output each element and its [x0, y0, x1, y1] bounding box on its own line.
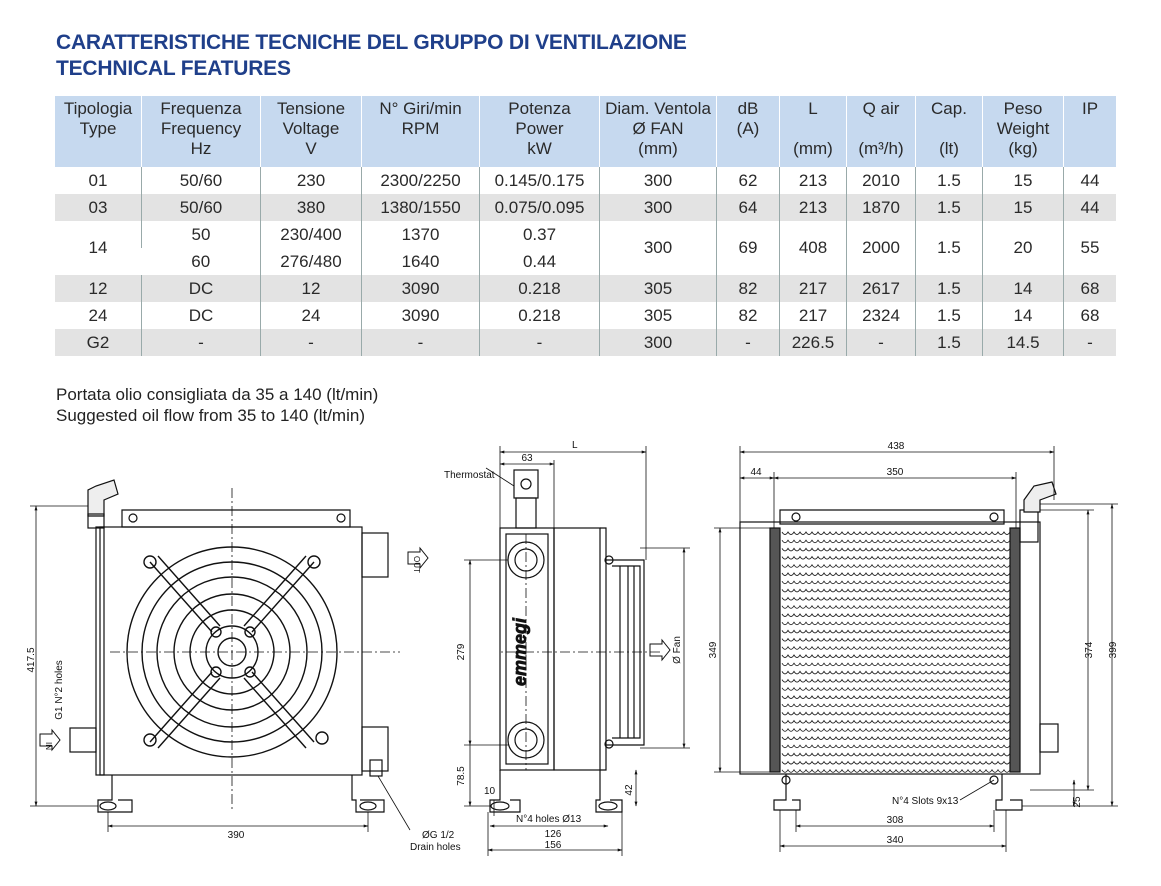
table-row — [55, 275, 1116, 302]
cell-rpm: 1370 — [362, 221, 480, 248]
cell-db: 82 — [717, 275, 780, 302]
rear-374-dim: 374 — [1084, 641, 1095, 659]
title-italian: CARATTERISTICHE TECNICHE DEL GRUPPO DI VENTILAZIONE — [56, 31, 687, 54]
cell-l: 217 — [780, 302, 847, 329]
cell-db: 64 — [717, 194, 780, 221]
cell-voltage: 230 — [261, 167, 362, 194]
cell-db: 82 — [717, 302, 780, 329]
oil-flow-note — [56, 384, 378, 426]
out-label: OUT — [412, 556, 421, 573]
col-header-voltage: Tensione Voltage V — [261, 96, 362, 167]
table-row — [55, 329, 1116, 356]
rear-25-dim: 25 — [1072, 796, 1083, 808]
cell-l: 408 — [780, 221, 847, 275]
cell-capacity: 1.5 — [916, 329, 983, 356]
col-header-db: dB (A) — [717, 96, 780, 167]
side-42-dim: 42 — [624, 784, 635, 796]
cell-ip: 68 — [1064, 302, 1117, 329]
airflow-arrow-icon — [650, 640, 670, 660]
cell-frequency: DC — [142, 275, 261, 302]
cell-fan: 300 — [600, 221, 717, 275]
rear-308-dim: 308 — [886, 815, 904, 826]
cell-weight: 15 — [983, 167, 1064, 194]
logo-emmegi — [510, 617, 530, 686]
spec-table — [55, 96, 1116, 356]
cell-rpm: 3090 — [362, 275, 480, 302]
note-italian: Portata olio consigliata da 35 a 140 (lt/min) — [56, 385, 379, 404]
cell-weight: 15 — [983, 194, 1064, 221]
cell-ip: 55 — [1064, 221, 1117, 275]
side-holes-label: N°4 holes Ø13 — [516, 814, 582, 825]
cell-power: 0.218 — [480, 275, 600, 302]
cell-db: 62 — [717, 167, 780, 194]
cell-power: 0.218 — [480, 302, 600, 329]
col-header-weight: Peso Weight (kg) — [983, 96, 1064, 167]
front-height-dim: 417.5 — [26, 647, 37, 673]
cell-frequency: DC — [142, 302, 261, 329]
cell-frequency: 50 — [142, 221, 261, 248]
cell-rpm: 2300/2250 — [362, 167, 480, 194]
cell-rpm: 3090 — [362, 302, 480, 329]
cell-type: 01 — [88, 170, 108, 190]
cell-power: 0.145/0.175 — [480, 167, 600, 194]
front-inlet-label: G1 N°2 holes — [54, 660, 65, 720]
cell-fan: 305 — [600, 302, 717, 329]
cell-weight: 20 — [983, 221, 1064, 275]
cell-fan: 300 — [600, 329, 717, 356]
col-header-frequency: Frequenza Frequency Hz — [142, 96, 261, 167]
cell-rpm: 1640 — [362, 248, 480, 275]
cell-capacity: 1.5 — [916, 275, 983, 302]
cell-voltage: 12 — [261, 275, 362, 302]
cell-voltage: 230/400 — [261, 221, 362, 248]
cell-qair: 2324 — [847, 302, 916, 329]
cell-capacity: 1.5 — [916, 302, 983, 329]
cell-type: 03 — [55, 194, 142, 221]
cell-voltage: 276/480 — [261, 248, 362, 275]
cell-type: G2 — [55, 329, 142, 356]
side-78-dim: 78.5 — [456, 766, 467, 786]
cell-voltage: 380 — [261, 194, 362, 221]
cell-l: 213 — [780, 167, 847, 194]
table-header-row — [55, 96, 1116, 167]
svg-text:emmegi: emmegi — [510, 617, 530, 687]
cell-fan: 300 — [600, 194, 717, 221]
cell-fan: 305 — [600, 275, 717, 302]
cell-power: 0.075/0.095 — [480, 194, 600, 221]
title-english: TECHNICAL FEATURES — [56, 57, 291, 80]
col-header-qair: Q air (m³/h) — [847, 96, 916, 167]
cell-frequency: 50/60 — [142, 167, 261, 194]
rear-350-dim: 350 — [886, 467, 904, 478]
cell-qair: 1870 — [847, 194, 916, 221]
table-row — [55, 167, 1116, 194]
cell-db: 69 — [717, 221, 780, 275]
cell-qair: - — [847, 329, 916, 356]
cell-ip: 44 — [1064, 167, 1117, 194]
cell-type: 12 — [55, 275, 142, 302]
col-header-l: L (mm) — [780, 96, 847, 167]
cell-voltage: - — [261, 329, 362, 356]
side-10-dim: 10 — [484, 786, 496, 797]
table-row — [55, 221, 1116, 248]
cell-qair: 2000 — [847, 221, 916, 275]
col-header-type: Tipologia Type — [55, 96, 142, 167]
side-156-dim: 156 — [544, 840, 562, 851]
cell-l: 217 — [780, 275, 847, 302]
col-header-power: Potenza Power kW — [480, 96, 600, 167]
page-title — [56, 30, 687, 82]
col-header-rpm: N° Giri/min RPM — [362, 96, 480, 167]
drain-label: Drain holes — [410, 842, 461, 853]
rear-340-dim: 340 — [886, 835, 904, 846]
rear-44-dim: 44 — [750, 467, 762, 478]
cell-power: 0.44 — [480, 248, 600, 275]
col-header-fan-diameter: Diam. Ventola Ø FAN (mm) — [600, 96, 717, 167]
cell-frequency: - — [142, 329, 261, 356]
rear-399-dim: 399 — [1108, 641, 1119, 659]
rear-slots-label: N°4 Slots 9x13 — [892, 796, 959, 807]
cell-l: 213 — [780, 194, 847, 221]
cell-qair: 2617 — [847, 275, 916, 302]
cell-type: 24 — [88, 305, 108, 325]
cell-capacity: 1.5 — [916, 221, 983, 275]
col-header-capacity: Cap. (lt) — [916, 96, 983, 167]
cell-ip: 68 — [1064, 275, 1117, 302]
cell-db: - — [717, 329, 780, 356]
cell-capacity: 1.5 — [916, 167, 983, 194]
front-width-dim: 390 — [227, 830, 245, 841]
drain-size: ØG 1/2 — [422, 830, 455, 841]
cell-l: 226.5 — [780, 329, 847, 356]
front-view — [70, 480, 388, 812]
cell-voltage: 24 — [261, 302, 362, 329]
cell-ip: - — [1064, 329, 1117, 356]
cell-power: 0.37 — [480, 221, 600, 248]
table-row — [55, 194, 1116, 221]
cell-weight: 14.5 — [983, 329, 1064, 356]
cell-frequency: 50/60 — [142, 194, 261, 221]
cell-power: - — [480, 329, 600, 356]
cell-capacity: 1.5 — [916, 194, 983, 221]
table-row — [55, 302, 1116, 329]
col-header-ip: IP — [1064, 96, 1117, 167]
cell-weight: 14 — [983, 275, 1064, 302]
note-english: Suggested oil flow from 35 to 140 (lt/min) — [56, 406, 365, 425]
cell-fan: 300 — [600, 167, 717, 194]
technical-drawing — [0, 430, 1161, 886]
thermostat-label: Thermostat — [444, 470, 495, 481]
in-label: IN — [44, 742, 53, 750]
cell-qair: 2010 — [847, 167, 916, 194]
rear-438-dim: 438 — [887, 441, 905, 452]
cell-rpm: - — [362, 329, 480, 356]
side-L-dim: L — [572, 440, 578, 451]
cell-rpm: 1380/1550 — [362, 194, 480, 221]
side-63-dim: 63 — [521, 453, 533, 464]
rear-view — [740, 482, 1058, 810]
side-279-dim: 279 — [456, 643, 467, 661]
fan-diameter-label: Ø Fan — [672, 636, 683, 664]
cell-type: 14 — [88, 238, 108, 257]
cell-weight: 14 — [983, 302, 1064, 329]
rear-349-dim: 349 — [708, 641, 719, 659]
cell-frequency: 60 — [191, 251, 211, 271]
cell-ip: 44 — [1064, 194, 1117, 221]
side-126-dim: 126 — [544, 829, 562, 840]
